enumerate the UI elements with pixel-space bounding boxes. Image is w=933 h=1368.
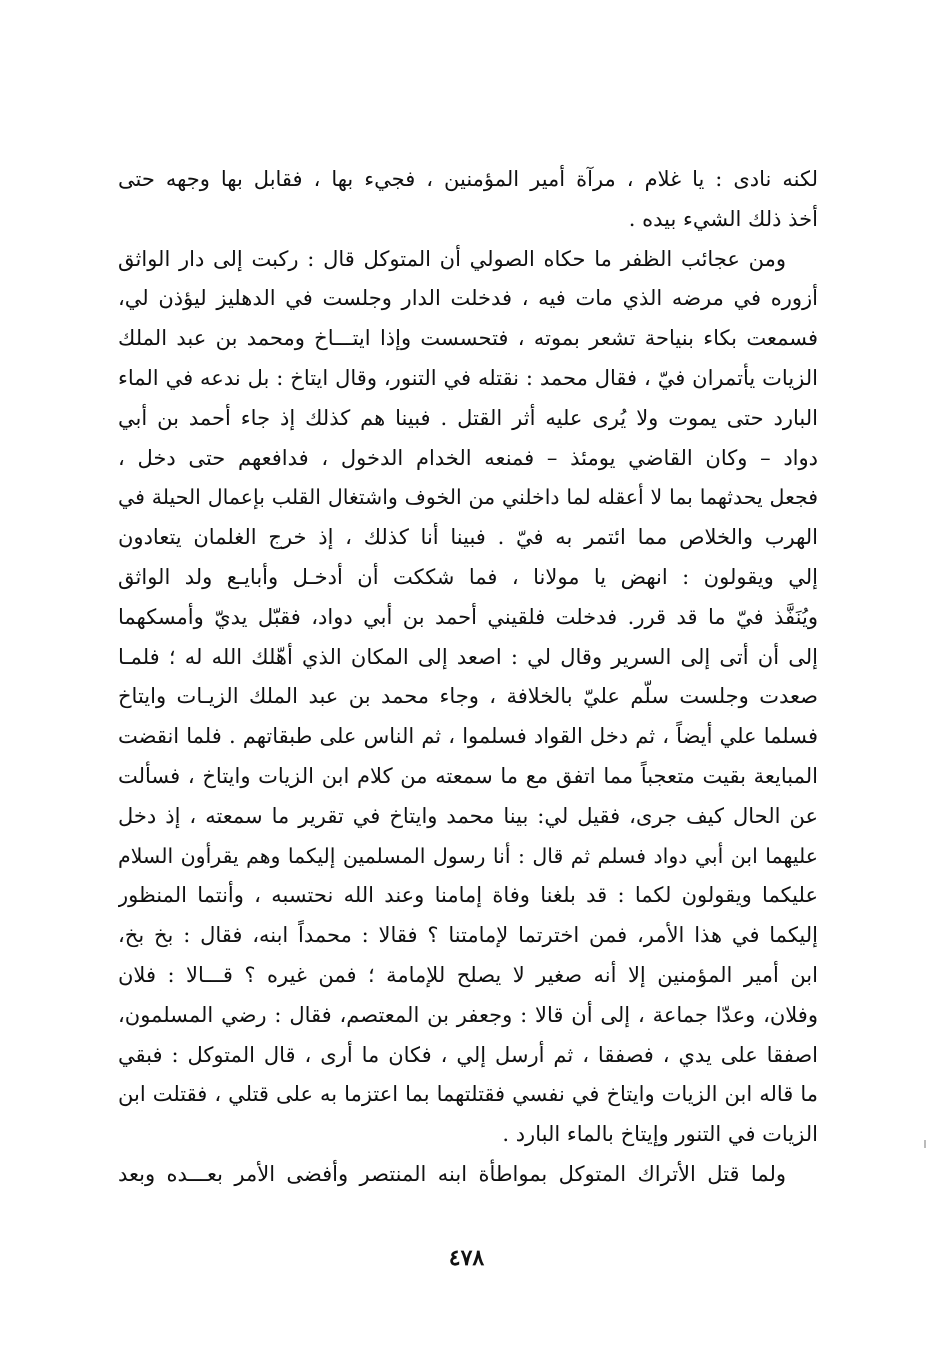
text-line: أزوره في مرضه الذي مات فيه ، فدخلت الدار وجلست في الدهليز ليؤذن لي،	[118, 286, 818, 311]
text-line: فسلما علي أيضاً ، ثم دخل القواد فسلموا ، ثم الناس على طبقاتهم . فلما انقضت	[118, 724, 818, 749]
text-line: اصفقا على يدي ، فصفقا ، ثم أرسل إلي ، فكان ما أرى ، قال المتوكل : فبقي	[118, 1042, 818, 1067]
text-line: ما قاله ابن الزيات وايتاخ في نفسي فقتلتهما بما اعتزما به على قتلي ، فقتلت ابن	[118, 1082, 818, 1107]
text-line: ابن أمير المؤمنين إلا أنه صغير لا يصلح للإمامة ؛ فمن غيره ؟ قـــالا : فلان	[118, 962, 818, 987]
text-line: أخذ ذلك الشيء بيده .	[628, 206, 818, 231]
text-line: عن الحال كيف جرى، فقيل لي: بينا محمد وايتاخ في تقرير ما سمعته ، إذ دخل	[118, 803, 818, 828]
text-line: إلى أن أتى إلى السرير وقال لي : اصعد إلى المكان الذي أهّلك الله له ؛ فلمـا	[118, 644, 818, 669]
text-line: دواد – وكان القاضي يومئذ – فمنعه الخدام الدخول ، فدافعهم حتى دخل ،	[118, 445, 818, 470]
text-line: ومن عجائب الظفر ما حكاه الصولي أن المتوكل قال : ركبت إلى دار الواثق	[118, 246, 786, 271]
text-line: ولما قتل الأتراك المتوكل بمواطأة ابنه المنتصر وأفضى الأمر بعـــده وبعد	[118, 1161, 786, 1186]
text-line: الهرب والخلاص مما ائتمر به فيّ . فبينا أنا كذلك ، إذ خرج الغلمان يتعادون	[118, 525, 818, 550]
text-line: عليهما ابن أبي دواد فسلم ثم قال : أنا رسول المسلمين إليكما وهم يقرأون السلام	[118, 843, 818, 868]
text-line: وفلان، وعدّا جماعة ، إلى أن قالا : وجعفر بن المعتصم، فقال : رضي المسلمون،	[118, 1002, 818, 1027]
text-line: إلي ويقولون : انهض يا مولانا ، فما شككت أن أدخـل وأبايـع ولد الواثق	[118, 564, 818, 589]
text-line: عليكما ويقولون لكما : قد بلغنا وفاة إمامنا وعند الله نحتسبه ، وأنتما المنظور	[118, 883, 818, 908]
text-line: صعدت وجلست سلّم عليّ بالخلافة ، وجاء محمد بن عبد الملك الزيـات وايتاخ	[118, 684, 818, 709]
text-line: البارد حتى يموت ولا يُرى عليه أثر القتل . فبينا هم كذلك إذ جاء أحمد بن أبي	[118, 405, 818, 430]
text-line: ويُنَفَّذ فيّ ما قد قرر. فدخلت فلقيني أحمد بن أبي دواد، فقبّل يديّ وأمسكهما	[118, 604, 818, 629]
text-line: الزيات في التنور وإيتاخ بالماء البارد .	[502, 1122, 818, 1147]
text-line: إليكما في هذا الأمر، فمن اخترتما لإمامتنا ؟ فقالا : محمداً ابنه، فقال : بخ بخ،	[118, 923, 818, 948]
body-text	[118, 160, 818, 1195]
margin-mark	[924, 1140, 926, 1148]
text-line: لكنه نادى : يا غلام ، مرآة أمير المؤمنين ، فجيء بها ، فقابل بها وجهه حتى	[118, 167, 818, 191]
text-line: فجعل يحدثهما بما لا أعقله لما داخلني من الخوف واشتغال القلب بإعمال الحيلة في	[118, 485, 818, 510]
page-number: ٤٧٨	[448, 1245, 485, 1271]
text-line: المبايعة بقيت متعجباً مما اتفق مع ما سمعته من كلام ابن الزيات وايتاخ ، فسألت	[118, 763, 818, 788]
text-line: الزيات يأتمران فيّ ، فقال محمد : نقتله في التنور، وقال ايتاخ : بل ندعه في الماء	[118, 365, 818, 390]
text-line: فسمعت بكاء بنياحة تشعر بموته ، فتحسست وإذا ايتـــاخ ومحمد بن عبد الملك	[118, 326, 818, 351]
